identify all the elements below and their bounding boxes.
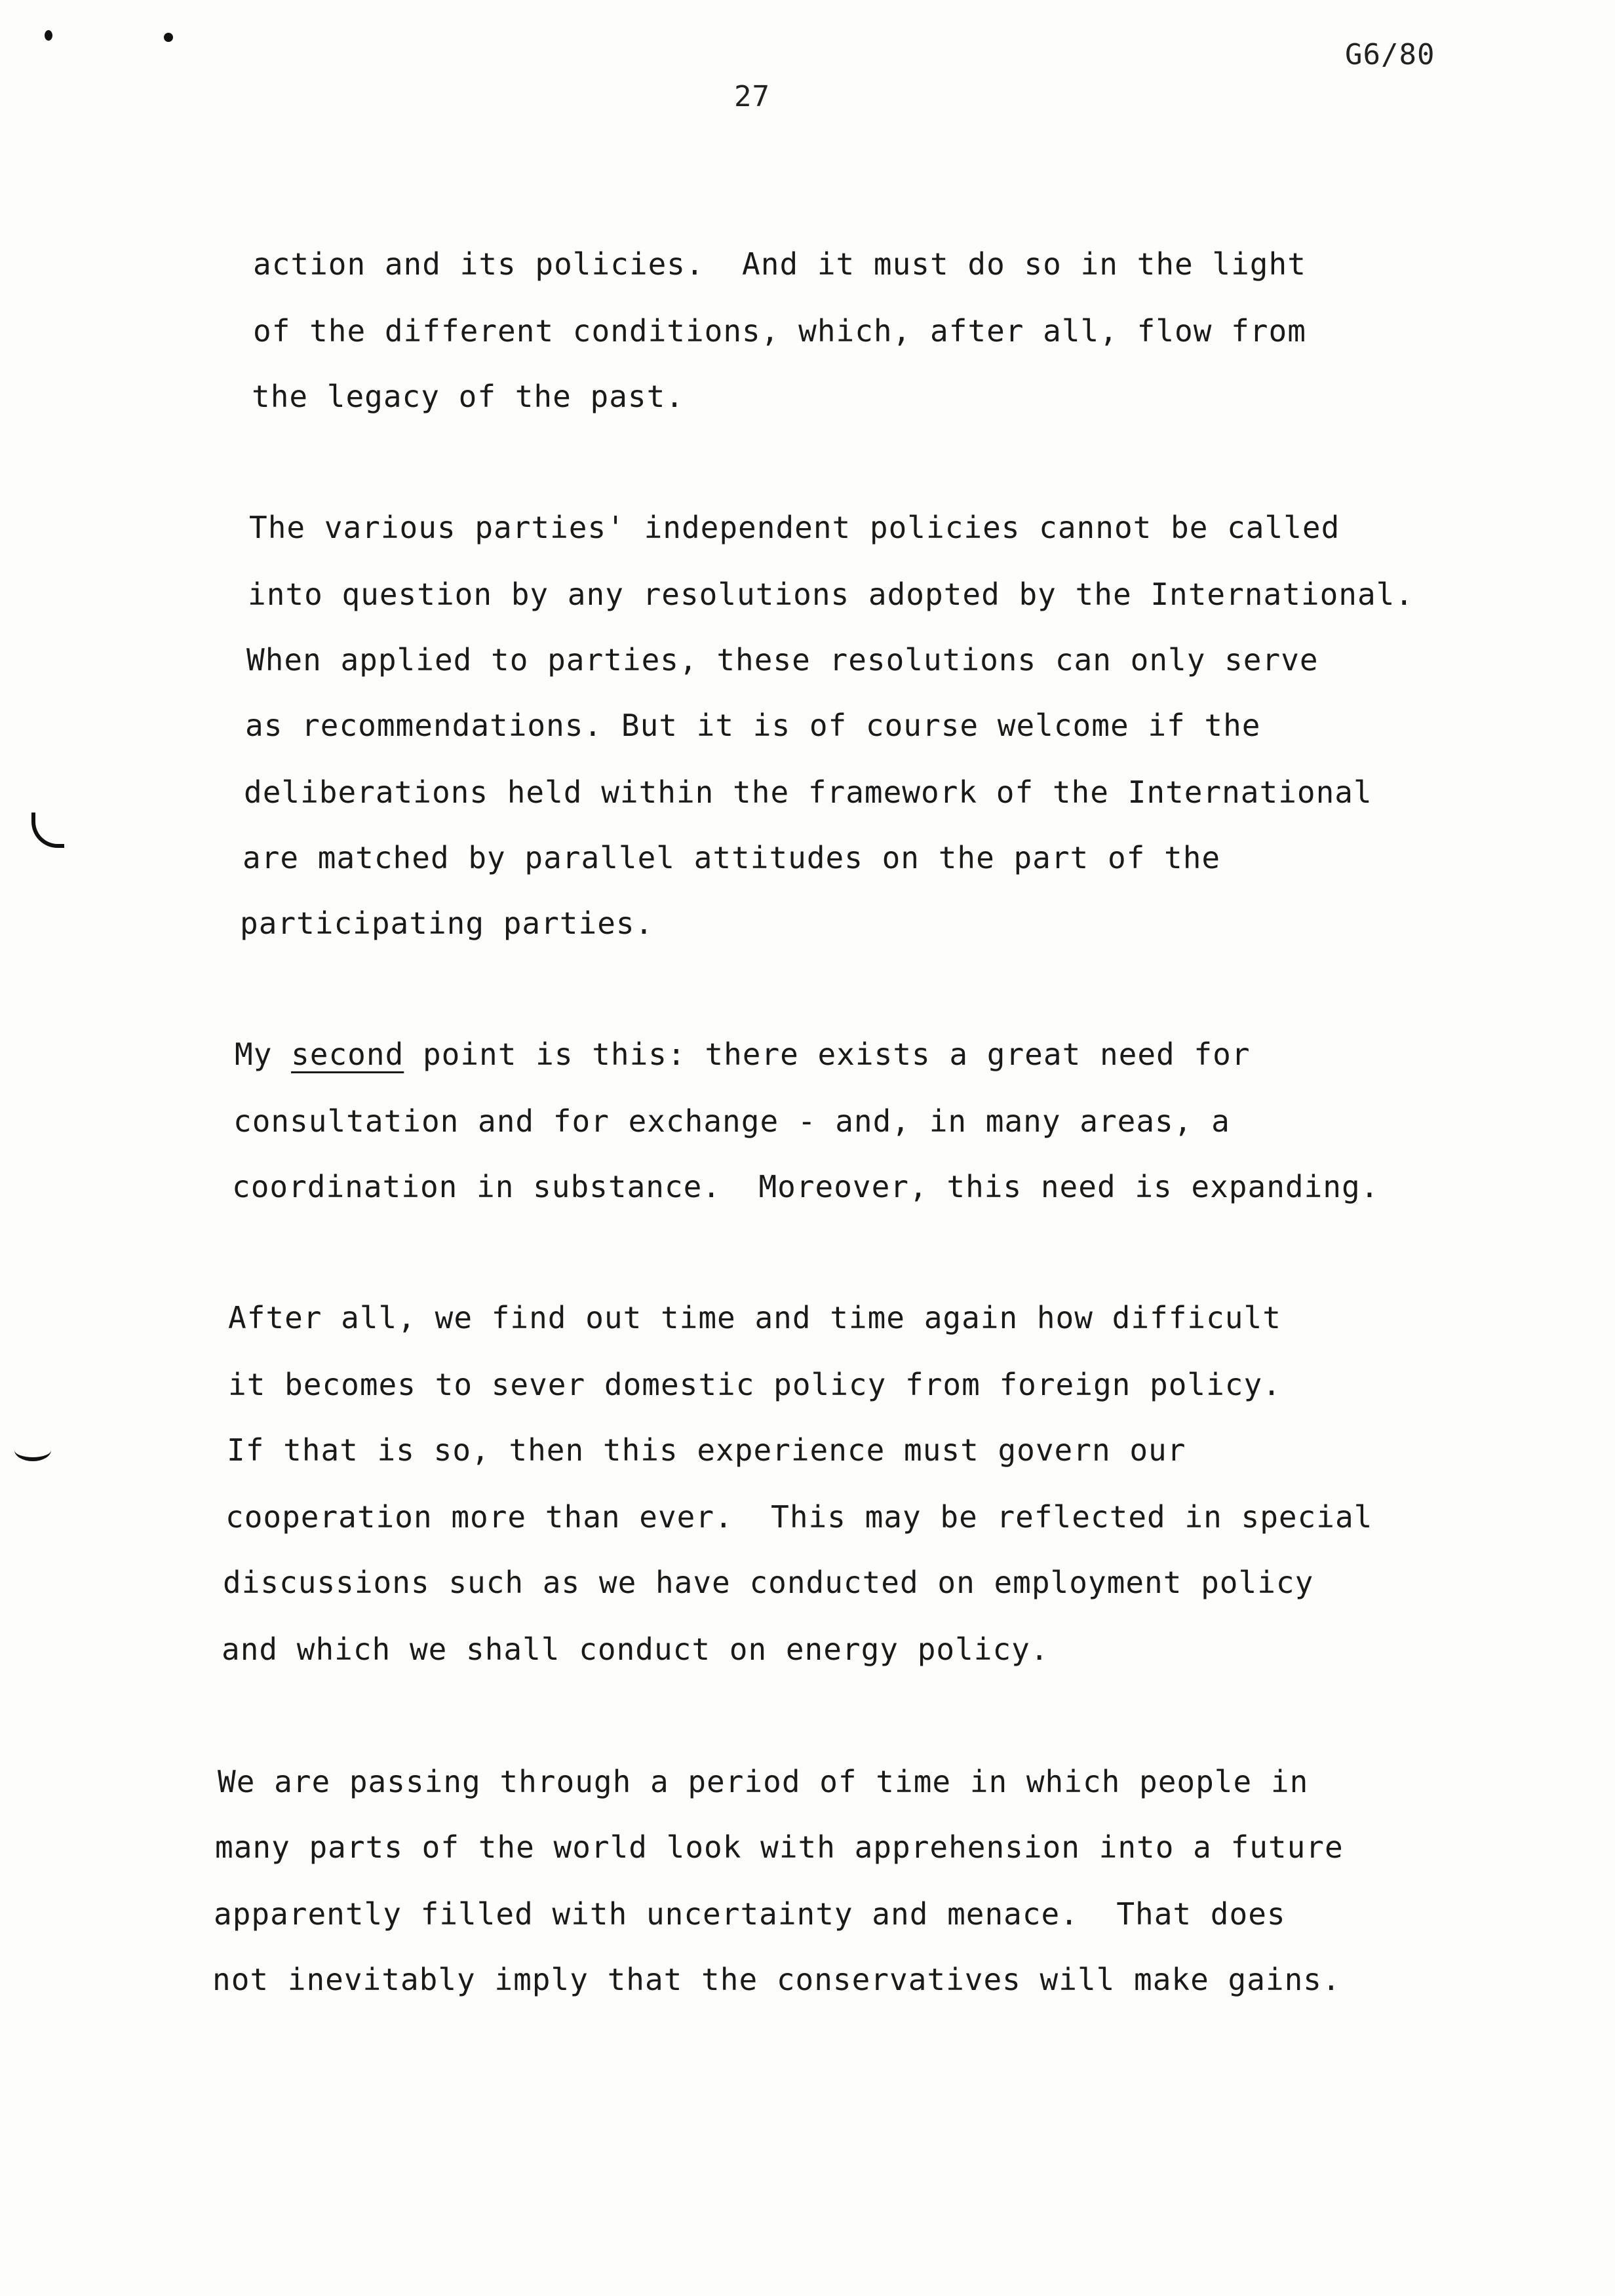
paragraph-2-line-5: deliberations held within the framework of the International <box>244 775 1372 810</box>
paragraph-4-line-1: After all, we find out time and time again how difficult <box>228 1300 1281 1335</box>
document-reference: G6/80 <box>1345 38 1435 71</box>
paragraph-2-line-6: are matched by parallel attitudes on the part of the <box>243 840 1221 875</box>
punch-mark-right <box>164 33 173 42</box>
paragraph-2-line-7: participating parties. <box>240 906 654 941</box>
paragraph-4-line-4: cooperation more than ever. This may be reflected in special <box>225 1499 1373 1535</box>
margin-bracket-bottom <box>14 1439 51 1461</box>
paragraph-4-line-6: and which we shall conduct on energy policy. <box>222 1632 1049 1667</box>
paragraph-2-line-4: as recommendations. But it is of course welcome if the <box>245 708 1261 743</box>
paragraph-2-line-3: When applied to parties, these resolutions can only serve <box>246 642 1319 678</box>
paragraph-3-line-1 <box>235 1037 1251 1072</box>
paragraph-1-line-1: action and its policies. And it must do so in the light <box>253 246 1306 282</box>
paragraph-2-line-2: into question by any resolutions adopted by the International. <box>248 577 1414 612</box>
paragraph-5-line-2: many parts of the world look with apprehension into a future <box>215 1829 1344 1865</box>
paragraph-3-line-2: consultation and for exchange - and, in many areas, a <box>233 1103 1230 1139</box>
margin-bracket-top <box>31 813 64 848</box>
paragraph-2-line-1: The various parties' independent policies cannot be called <box>249 510 1340 545</box>
paragraph-5-line-1: We are passing through a period of time in which people in <box>218 1764 1309 1799</box>
paragraph-3-line-1-pre: My <box>235 1037 292 1072</box>
paragraph-3-line-1-post: point is this: there exists a great need for <box>404 1037 1251 1072</box>
paragraph-4-line-2: it becomes to sever domestic policy from foreign policy. <box>228 1367 1281 1402</box>
paragraph-5-line-4: not inevitably imply that the conservatives will make gains. <box>212 1962 1341 1997</box>
paragraph-4-line-5: discussions such as we have conducted on employment policy <box>223 1565 1314 1600</box>
page-number: 27 <box>734 80 770 113</box>
paragraph-3-line-3: coordination in substance. Moreover, this need is expanding. <box>232 1169 1380 1204</box>
paragraph-4-line-3: If that is so, then this experience must govern our <box>227 1432 1186 1468</box>
emphasized-word: second <box>291 1037 404 1072</box>
punch-mark-left <box>45 30 52 41</box>
paragraph-5-line-3: apparently filled with uncertainty and menace. That does <box>214 1896 1286 1932</box>
paragraph-1-line-3: the legacy of the past. <box>252 379 684 414</box>
paragraph-1-line-2: of the different conditions, which, after all, flow from <box>253 313 1306 349</box>
